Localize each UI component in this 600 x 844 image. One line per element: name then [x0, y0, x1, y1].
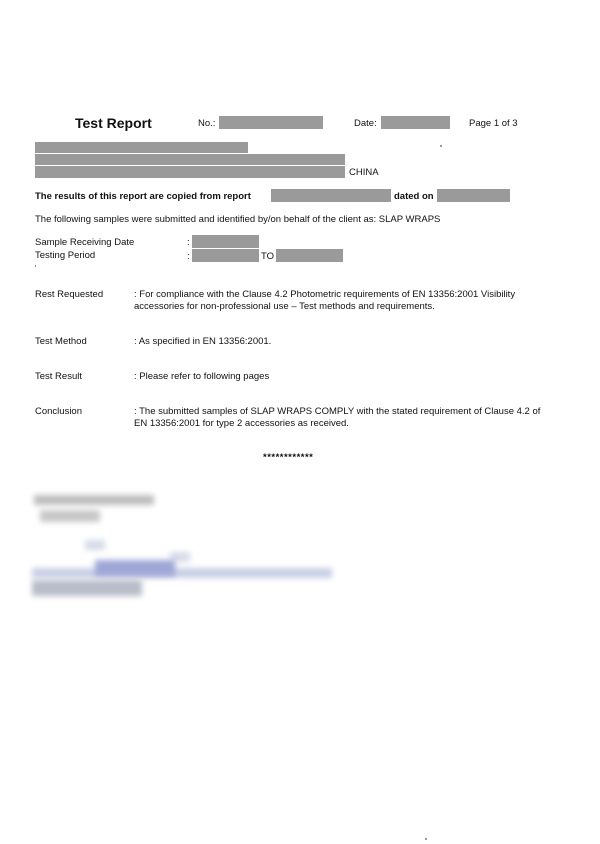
testing-period-to: TO	[261, 251, 275, 262]
rest-requested-label: Rest Requested	[35, 289, 104, 300]
conclusion-label: Conclusion	[35, 406, 82, 417]
rest-requested-text: : For compliance with the Clause 4.2 Photometric requirements of EN 13356:2001 Visibility accessories for non-professional use – Test methods and requirements.	[134, 289, 516, 312]
paper-speck	[425, 838, 427, 840]
test-result-label: Test Result	[35, 371, 82, 382]
address-country: CHINA	[349, 167, 379, 178]
testing-period-label: Testing Period	[35, 250, 96, 261]
date-label: Date:	[354, 118, 377, 129]
redacted-source-report	[271, 189, 391, 202]
redacted-source-date	[437, 189, 510, 202]
sample-receiving-colon: :	[187, 237, 190, 248]
redacted-address-line-2	[35, 166, 345, 178]
testing-period-colon: :	[187, 251, 190, 262]
redacted-report-number	[219, 116, 323, 129]
test-method-label: Test Method	[35, 336, 87, 347]
test-result-text: : Please refer to following pages	[134, 371, 270, 382]
redacted-client-name	[35, 142, 248, 153]
page-indicator: Page 1 of 3	[469, 118, 518, 129]
copied-report-prefix: The results of this report are copied from report	[35, 191, 251, 202]
redacted-date	[381, 116, 450, 129]
report-title: Test Report	[75, 115, 152, 131]
intro-text: The following samples were submitted and identified by/on behalf of the client as: SLAP WRAPS	[35, 214, 441, 225]
redacted-testing-end	[276, 249, 343, 262]
paper-speck	[35, 265, 36, 267]
report-number-label: No.:	[198, 118, 216, 129]
test-method-text: : As specified in EN 13356:2001.	[134, 336, 272, 347]
dated-on-label: dated on	[394, 191, 434, 202]
redacted-address-line-1	[35, 154, 345, 165]
sample-receiving-label: Sample Receiving Date	[35, 237, 135, 248]
redacted-testing-start	[192, 249, 259, 262]
conclusion-text: : The submitted samples of SLAP WRAPS COMPLY with the stated requirement of Clause 4.2 of EN 13356:2001 for type 2 accessories as received.	[134, 406, 541, 429]
redacted-receiving-date	[192, 235, 259, 248]
end-of-report-marker: ************	[263, 452, 314, 463]
paper-speck	[440, 145, 442, 147]
